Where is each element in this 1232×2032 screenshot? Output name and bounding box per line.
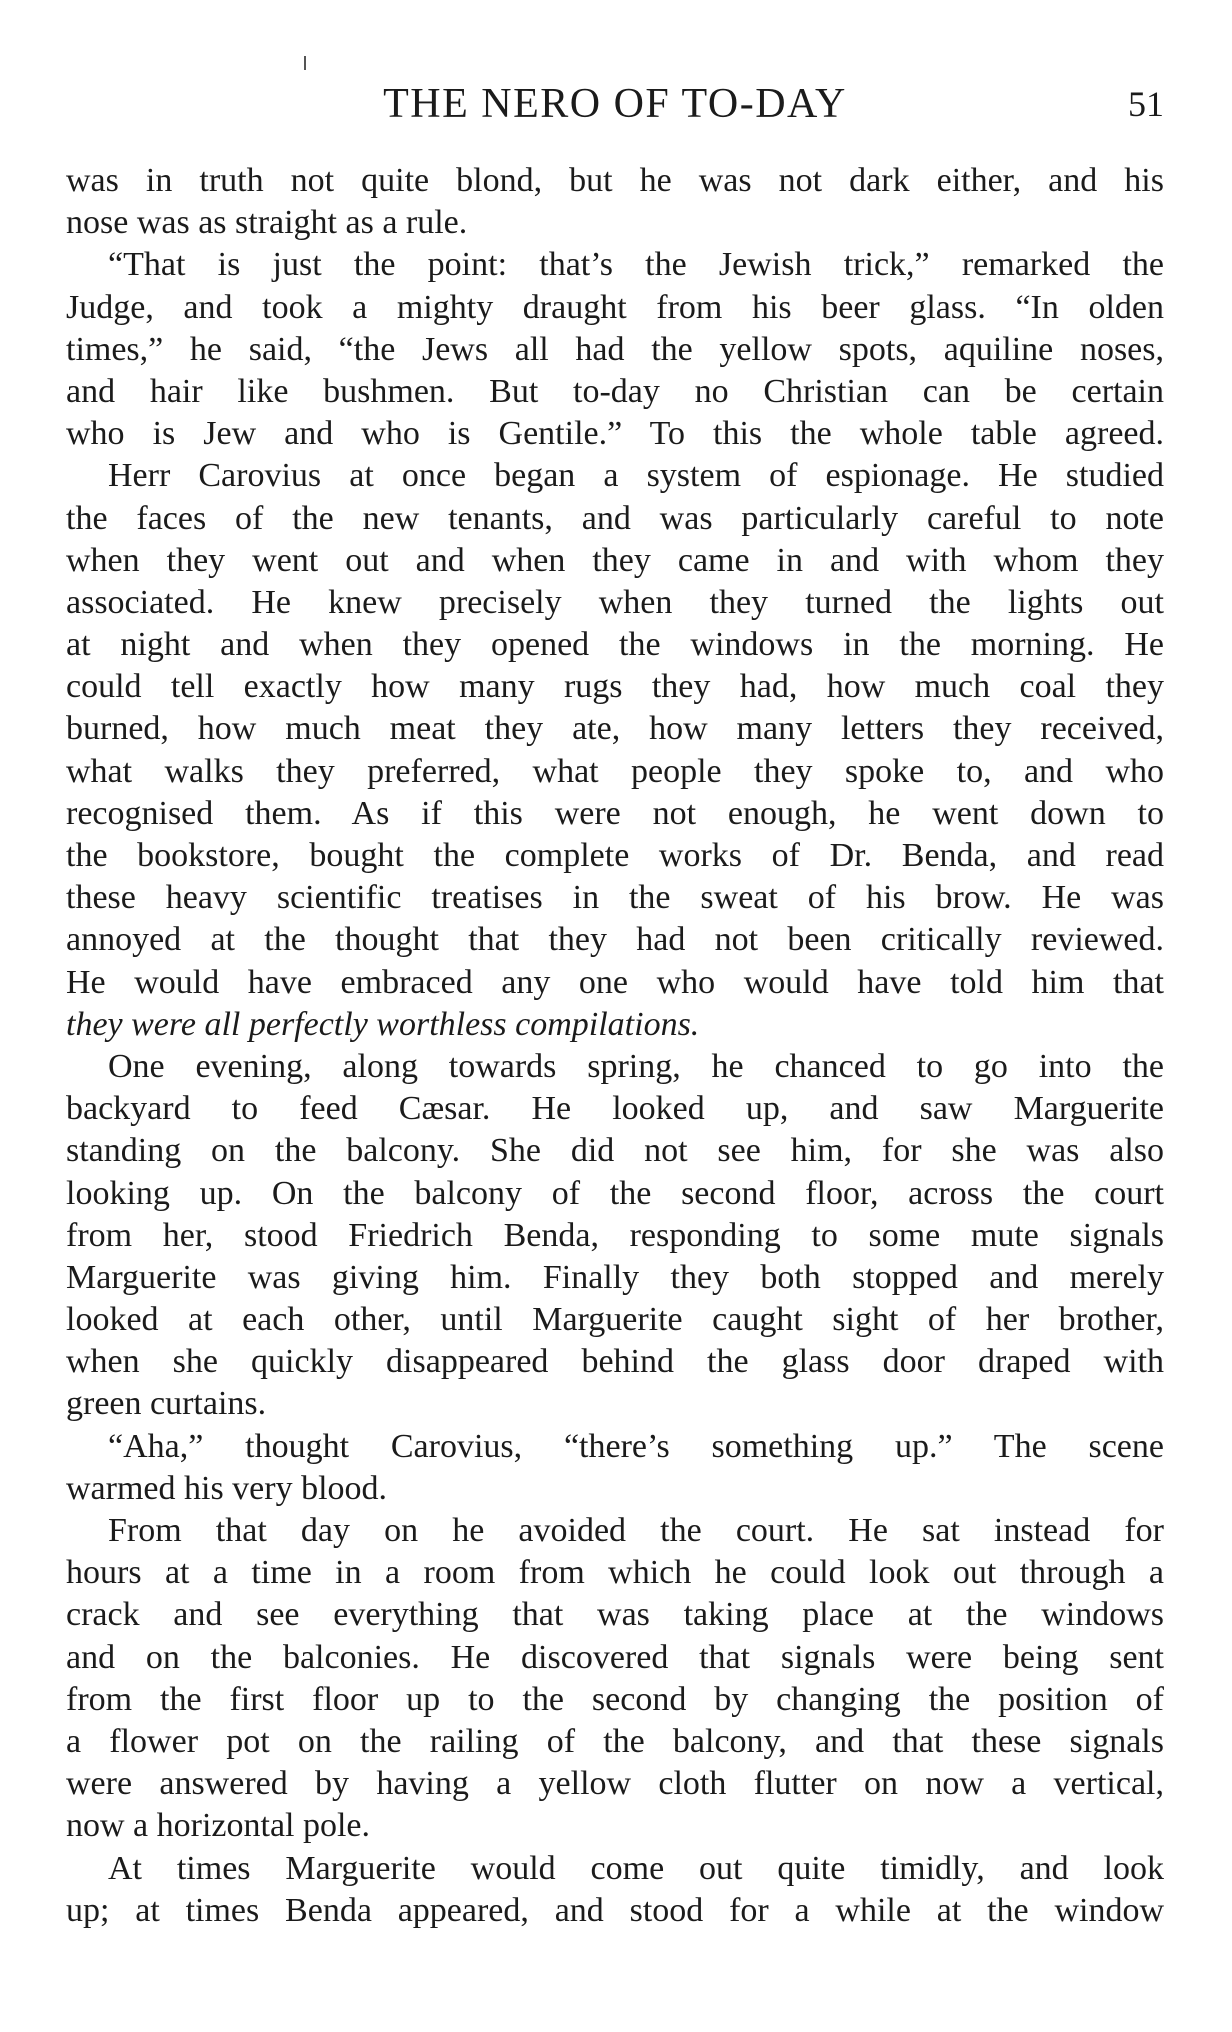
text-line: could tell exactly how many rugs they had, how much coal they (66, 668, 1164, 706)
text-line: warmed his very blood. (66, 1469, 388, 1507)
text-line: the bookstore, bought the complete works of Dr. Benda, and read (66, 837, 1164, 874)
text-line: Judge, and took a mighty draught from his beer glass. “In olden (66, 288, 1164, 326)
text-line: from her, stood Friedrich Benda, responding to some mute signals (66, 1216, 1164, 1254)
text-line: hours at a time in a room from which he could look out through a (66, 1554, 1164, 1592)
text-line: at night and when they opened the windows in the morning. He (66, 626, 1164, 664)
text-line: annoyed at the thought that they had not been critically reviewed. (66, 921, 1164, 959)
text-line: times,” he said, “the Jews all had the yellow spots, aquiline noses, (66, 330, 1164, 368)
text-line: Marguerite was giving him. Finally they both stopped and merely (66, 1258, 1164, 1296)
running-title: THE NERO OF TO-DAY (383, 81, 847, 127)
text-line: who is Jew and who is Gentile.” To this the whole table agreed. (66, 415, 1164, 453)
body-text (66, 160, 1164, 1932)
text-line: they were all perfectly worthless compilations. (66, 1005, 700, 1043)
text-line: At times Marguerite would come out quite timidly, and look (108, 1849, 1164, 1887)
text-line: the faces of the new tenants, and was particularly careful to note (66, 499, 1164, 537)
text-line: green curtains. (66, 1385, 267, 1423)
print-speck (304, 56, 306, 70)
text-line: Herr Carovius at once began a system of espionage. He studied (108, 457, 1164, 495)
page-header (66, 78, 1164, 130)
text-line: standing on the balcony. She did not see him, for she was also (66, 1132, 1164, 1170)
text-line: backyard to feed Cæsar. He looked up, and saw Marguerite (66, 1090, 1164, 1128)
text-line: what walks they preferred, what people they spoke to, and who (66, 752, 1164, 790)
text-line: from the first floor up to the second by changing the position of (66, 1680, 1164, 1718)
text-line: these heavy scientific treatises in the sweat of his brow. He was (66, 879, 1164, 917)
text-line: nose was as straight as a rule. (66, 204, 468, 242)
text-line: were answered by having a yellow cloth flutter on now a vertical, (66, 1765, 1164, 1803)
text-line: recognised them. As if this were not enough, he went down to (66, 794, 1164, 832)
text-line: associated. He knew precisely when they turned the lights out (66, 583, 1164, 621)
text-line: a flower pot on the railing of the balcony, and that these signals (66, 1722, 1164, 1760)
text-line: now a horizontal pole. (66, 1807, 371, 1845)
text-line: One evening, along towards spring, he chanced to go into the (108, 1047, 1164, 1085)
text-line: and hair like bushmen. But to-day no Christian can be certain (66, 372, 1164, 410)
text-line: “Aha,” thought Carovius, “there’s something up.” The scene (108, 1427, 1164, 1465)
text-line: He would have embraced any one who would have told him that (66, 963, 1164, 1001)
text-line: burned, how much meat they ate, how many letters they received, (66, 710, 1164, 748)
text-line: From that day on he avoided the court. He sat instead for (108, 1512, 1164, 1549)
text-line: up; at times Benda appeared, and stood for a while at the window (66, 1891, 1164, 1929)
page-number: 51 (1128, 84, 1164, 124)
text-line: looking up. On the balcony of the second floor, across the court (66, 1174, 1164, 1212)
text-line: and on the balconies. He discovered that signals were being sent (66, 1638, 1164, 1676)
text-line: when they went out and when they came in and with whom they (66, 541, 1164, 579)
text-line: “That is just the point: that’s the Jewish trick,” remarked the (108, 246, 1164, 284)
text-line: was in truth not quite blond, but he was not dark either, and his (66, 162, 1164, 199)
text-line: crack and see everything that was taking place at the windows (66, 1596, 1164, 1634)
text-line: when she quickly disappeared behind the glass door draped with (66, 1343, 1164, 1381)
text-line: looked at each other, until Marguerite caught sight of her brother, (66, 1301, 1164, 1339)
